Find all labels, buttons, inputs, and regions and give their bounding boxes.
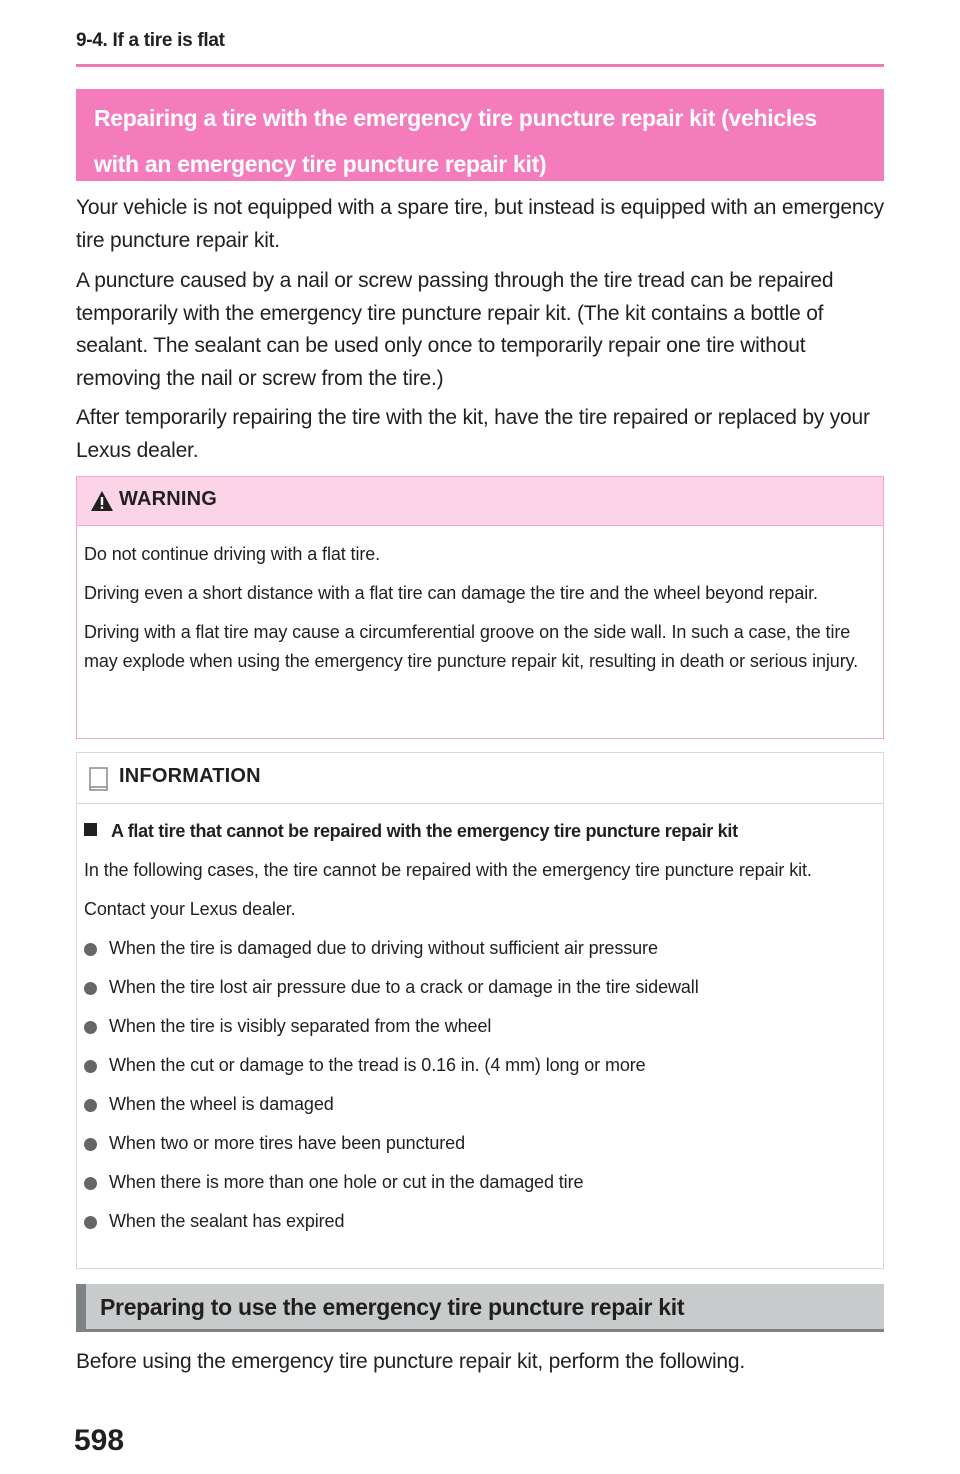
information-header — [77, 753, 883, 804]
list-item: When the tire lost air pressure due to a crack or damage in the tire sidewall — [84, 973, 873, 1002]
page-number: 598 — [74, 1424, 125, 1457]
bullet-dot-icon — [84, 982, 97, 995]
puncture-paragraph: A puncture caused by a nail or screw passing through the tire tread can be repaired temporarily with the emergency tire puncture repair kit. (The kit contains a bottle of sealant. The sealant can be used only once to temporarily repair one tire without removing the nail or screw from the tire.) — [76, 269, 834, 390]
repair-section-title-bar — [76, 89, 884, 181]
square-bullet-icon — [84, 823, 97, 836]
intro-paragraph: Your vehicle is not equipped with a spare tire, but instead is equipped with an emergency tire puncture repair kit. — [76, 196, 884, 252]
warning-paragraph: Driving with a flat tire may cause a circumferential groove on the side wall. In such a case, the tire may explode when using the emergency tire puncture repair kit, resulting in death or serious injury. — [84, 622, 859, 671]
bullet-dot-icon — [84, 1060, 97, 1073]
warning-paragraph: Do not continue driving with a flat tire. — [84, 544, 381, 564]
information-paragraph: In the following cases, the tire cannot be repaired with the emergency tire puncture repair kit. — [84, 860, 812, 880]
prepare-paragraph: Before using the emergency tire puncture repair kit, perform the following. — [76, 1350, 746, 1373]
prepare-section-title-bar — [76, 1284, 884, 1332]
list-item: When the tire is visibly separated from the wheel — [84, 1012, 873, 1041]
warning-paragraph: Driving even a short distance with a flat tire can damage the tire and the wheel beyond repair. — [84, 583, 818, 603]
prepare-section-title: Preparing to use the emergency tire puncture repair kit — [100, 1294, 685, 1320]
information-box — [76, 752, 884, 1269]
information-paragraph: Contact your Lexus dealer. — [84, 899, 296, 919]
information-icon — [88, 767, 110, 791]
bullet-dot-icon — [84, 1138, 97, 1151]
information-body — [77, 804, 883, 1236]
information-title: INFORMATION — [119, 765, 261, 787]
after-repair-paragraph: After temporarily repairing the tire with the kit, have the tire repaired or replaced by your Lexus dealer. — [76, 406, 870, 462]
bullet-dot-icon — [84, 1021, 97, 1034]
bullet-dot-icon — [84, 1177, 97, 1190]
warning-triangle-icon — [90, 490, 114, 512]
warning-header — [77, 477, 883, 526]
list-item: When two or more tires have been punctured — [84, 1129, 873, 1158]
bullet-dot-icon — [84, 1216, 97, 1229]
header-rule — [76, 64, 884, 67]
repair-section-title-line-2: with an emergency tire puncture repair kit) — [94, 151, 547, 177]
list-item: When there is more than one hole or cut in the damaged tire — [84, 1168, 873, 1197]
list-item: When the wheel is damaged — [84, 1090, 873, 1119]
list-item: When the tire is damaged due to driving without sufficient air pressure — [84, 934, 873, 963]
unrepairable-cases-list — [84, 934, 873, 1236]
warning-title: WARNING — [119, 488, 218, 510]
bullet-dot-icon — [84, 943, 97, 956]
repair-section-title-line-1: Repairing a tire with the emergency tire puncture repair kit (vehicles — [94, 105, 817, 131]
warning-body — [77, 526, 883, 676]
warning-box — [76, 476, 884, 739]
section-header: 9-4. If a tire is flat — [76, 30, 225, 51]
list-item: When the sealant has expired — [84, 1207, 873, 1236]
information-subheading: A flat tire that cannot be repaired with the emergency tire puncture repair kit — [84, 817, 873, 846]
bullet-dot-icon — [84, 1099, 97, 1112]
list-item: When the cut or damage to the tread is 0.16 in. (4 mm) long or more — [84, 1051, 873, 1080]
